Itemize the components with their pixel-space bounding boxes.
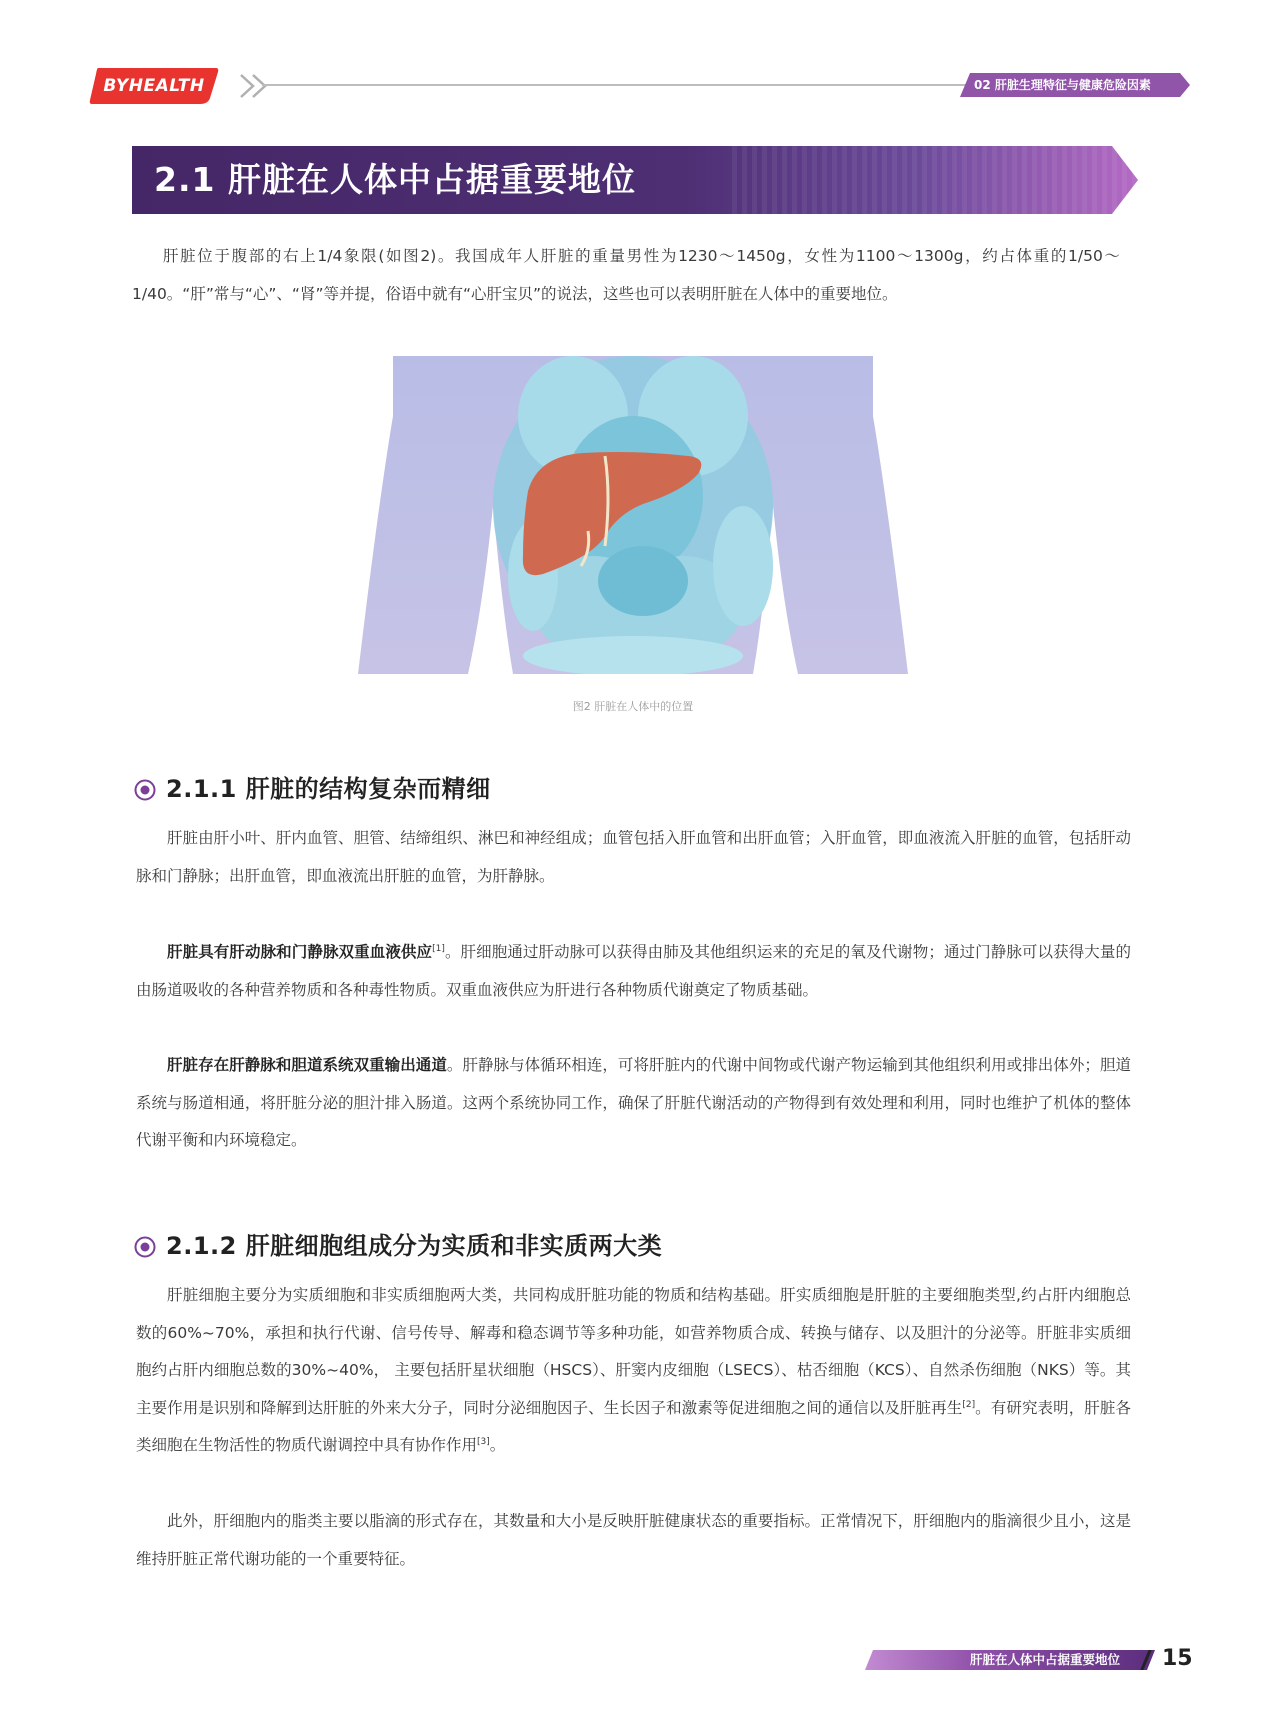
- paragraph-blood-supply: [136, 934, 1131, 1009]
- section-heading-2-1-1: [134, 769, 734, 809]
- bold-lead: 肝脏存在肝静脉和胆道系统双重输出通道: [167, 1056, 447, 1074]
- target-circle-icon: [134, 1236, 156, 1258]
- double-chevron-icon: [237, 72, 277, 100]
- section-title-banner: [132, 146, 1138, 214]
- header-divider: [262, 84, 966, 86]
- footer-label: 肝脏在人体中占据重要地位: [970, 1652, 1121, 1667]
- paragraph-output-channels: [136, 1047, 1131, 1160]
- reference-3: [3]: [477, 1436, 490, 1447]
- liver-position-illustration: [343, 356, 923, 674]
- paragraph-text: 。肝细胞通过肝动脉可以获得由肺及其他组织运来的充足的氧及代谢物；通过门静脉可以获得大量的由肠道吸收的各种营养物质和各种毒性物质。双重血液供应为肝进行各种物质代谢奠定了物质基础。: [136, 943, 1131, 999]
- bold-lead: 肝脏具有肝动脉和门静脉双重血液供应: [167, 943, 433, 961]
- intro-paragraph: 肝脏位于腹部的右上1/4象限(如图2)。我国成年人肝脏的重量男性为1230～1450g，女性为1100～1300g，约占体重的1/50～1/40。“肝”常与“心”、“肾”等并提，俗语中就有“心肝宝贝”的说法，这些也可以表明肝脏在人体中的重要地位。: [132, 247, 1120, 303]
- header-section-tag: [960, 73, 1190, 97]
- header-section-label: 02 肝脏生理特征与健康危险因素: [974, 78, 1151, 92]
- target-circle-icon: [134, 779, 156, 801]
- paragraph-text: 。: [489, 1436, 506, 1454]
- section-title: 2.1.1 肝脏的结构复杂而精细: [166, 775, 491, 803]
- reference-2: [2]: [962, 1399, 976, 1410]
- paragraph-structure: 肝脏由肝小叶、肝内血管、胆管、结缔组织、淋巴和神经组成；血管包括入肝血管和出肝血管；入肝血管，即血液流入肝脏的血管，包括肝动脉和门静脉；出肝血管，即血液流出肝脏的血管，为肝静脉。: [136, 829, 1131, 885]
- paragraph-text: 。肝静脉与体循环相连，可将肝脏内的代谢中间物或代谢产物运输到其他组织利用或排出体外；胆道系统与肠道相通，将肝脏分泌的胆汁排入肠道。这两个系统协同工作，确保了肝脏代谢活动的产物得到有效处理和利用，同时也维护了机体的整体代谢平衡和内环境稳定。: [136, 1056, 1131, 1149]
- reference-1: [1]: [432, 943, 445, 954]
- figure-caption: 图2 肝脏在人体中的位置: [572, 700, 694, 713]
- page-title: 2.1 肝脏在人体中占据重要地位: [154, 160, 636, 199]
- paragraph-cell-types: [136, 1277, 1131, 1465]
- paragraph-lipid-droplets: 此外，肝细胞内的脂类主要以脂滴的形式存在，其数量和大小是反映肝脏健康状态的重要指标。正常情况下，肝细胞内的脂滴很少且小，这是维持肝脏正常代谢功能的一个重要特征。: [136, 1512, 1131, 1568]
- page-number: 15: [1162, 1646, 1193, 1671]
- paragraph-text: 肝脏细胞主要分为实质细胞和非实质细胞两大类，共同构成肝脏功能的物质和结构基础。肝实质细胞是肝脏的主要细胞类型,约占肝内细胞总数的60%~70%，承担和执行代谢、信号传导、解毒和稳态调节等多种功能，如营养物质合成、转换与储存、以及胆汁的分泌等。肝脏非实质细胞约占肝内细胞总数的30%~40%， 主要包括肝星状细胞（HSCS）、肝窦内皮细胞（LSECS）、枯否细胞（KCS）、自然杀伤细胞（NKS）等。其主要作用是识别和降解到达肝脏的外来大分子，同时分泌细胞因子、生长因子和激素等促进细胞之间的通信以及肝脏再生: [136, 1286, 1131, 1417]
- section-heading-2-1-2: [134, 1226, 834, 1266]
- paragraph-text: 。有研究表明，肝脏各类细胞在生物活性的物质代谢调控中具有协作作用: [136, 1398, 1131, 1454]
- logo-text: BYHEALTH: [103, 76, 205, 96]
- brand-logo: [88, 66, 220, 106]
- section-title: 2.1.2 肝脏细胞组成分为实质和非实质两大类: [166, 1232, 663, 1260]
